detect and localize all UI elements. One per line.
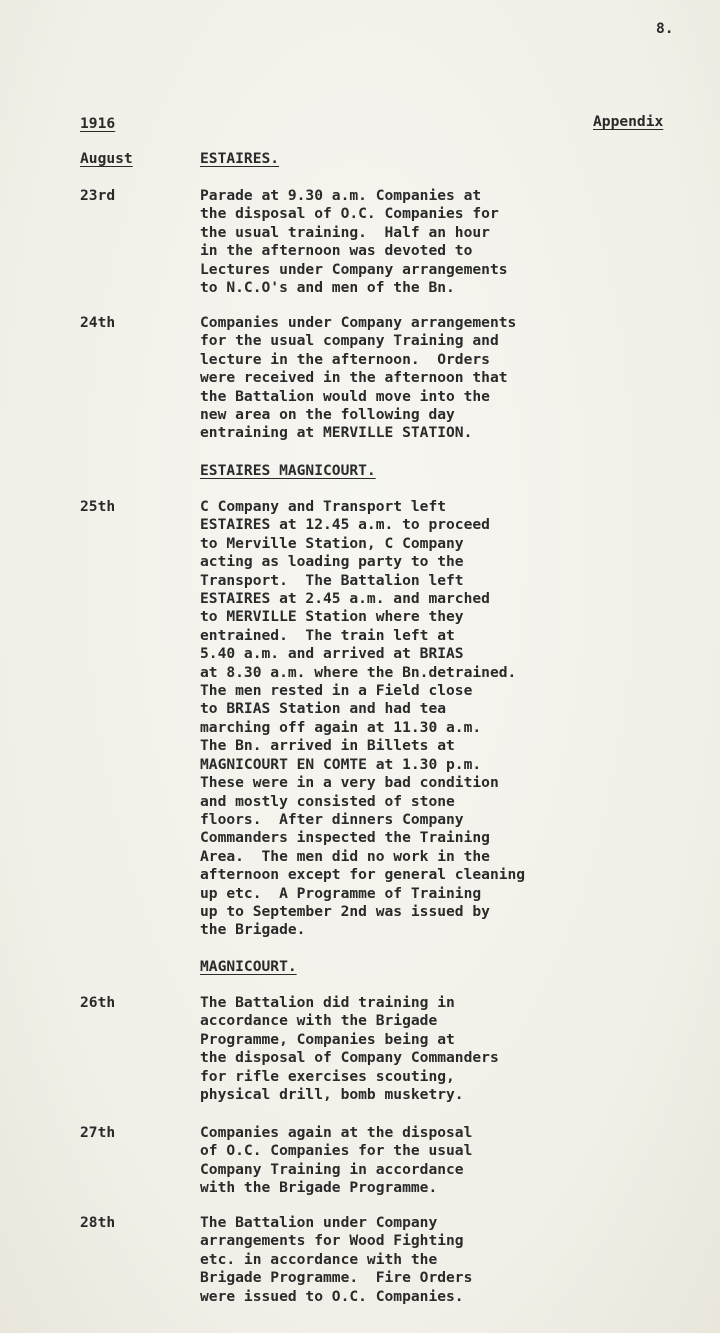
entry-date-28th: 28th: [80, 1214, 116, 1231]
entry-text-25th: C Company and Transport left ESTAIRES at 12.45 a.m. to proceed to Merville Station, C Company acting as loading party to the Transport. The Battalion left ESTAIRES at 2.45 a.m. and marched to MERVILLE Station where they entrained. The train left at 5.40 a.m. and arrived at BRIAS at 8.30 a.m. where the Bn.detrained. The men rested in a Field close to BRIAS Station and had tea marching off again at 11.30 a.m. The Bn. arrived in Billets at MAGNICOURT EN COMTE at 1.30 p.m. These were in a very bad condition and mostly consisted of stone floors. After dinners Company Commanders inspected the Training Area. The men did no work in the afternoon except for general cleaning up etc. A Programme of Training up to September 2nd was issued by the Brigade.: [200, 498, 526, 939]
entry-text-26th: The Battalion did training in accordance with the Brigade Programme, Companies being at the disposal of Company Commanders for rifle exercises scouting, physical drill, bomb musketry.: [200, 994, 499, 1104]
entry-text-23rd: Parade at 9.30 a.m. Companies at the disposal of O.C. Companies for the usual training. Half an hour in the afternoon was devoted to Lectures under Company arrangements to N.C.O's and men of the Bn.: [200, 187, 508, 297]
entry-text-27th: Companies again at the disposal of O.C. Companies for the usual Company Training in accordance with the Brigade Programme.: [200, 1124, 473, 1197]
entry-date-27th: 27th: [80, 1124, 116, 1141]
entry-date-23rd: 23rd: [80, 187, 116, 204]
place-heading-magnicourt: MAGNICOURT.: [200, 958, 297, 975]
page-number: 8.: [656, 20, 674, 37]
place-heading-estaires: ESTAIRES.: [200, 150, 280, 167]
entry-date-25th: 25th: [80, 498, 116, 515]
year-heading: 1916: [80, 115, 116, 132]
month-heading: August: [80, 150, 133, 167]
entry-text-24th: Companies under Company arrangements for the usual company Training and lecture in the afternoon. Orders were received in the afternoon that the Battalion would move into the new area on the following day entraining at MERVILLE STATION.: [200, 314, 517, 442]
entry-date-24th: 24th: [80, 314, 116, 331]
entry-date-26th: 26th: [80, 994, 116, 1011]
appendix-heading: Appendix: [593, 113, 664, 130]
entry-text-28th: The Battalion under Company arrangements for Wood Fighting etc. in accordance with the Brigade Programme. Fire Orders were issued to O.C. Companies.: [200, 1214, 473, 1305]
place-heading-estaires-magnicourt: ESTAIRES MAGNICOURT.: [200, 462, 376, 479]
